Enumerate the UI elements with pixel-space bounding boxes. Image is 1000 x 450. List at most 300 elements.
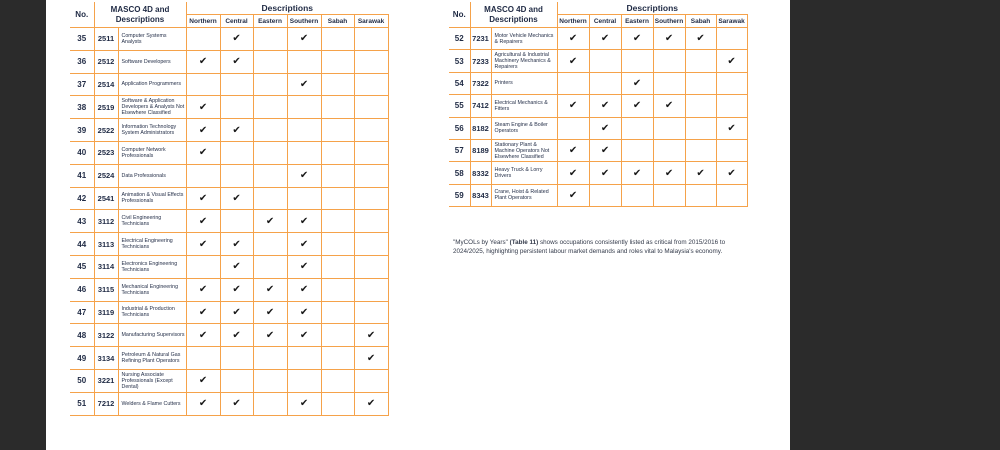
checkmark-icon: ✔ [265, 284, 275, 296]
masco-code: 2541 [94, 187, 118, 210]
checkmark-icon: ✔ [366, 398, 376, 410]
masco-code: 3112 [94, 210, 118, 233]
row-number: 47 [70, 301, 94, 324]
occupation-name: Heavy Truck & Lorry Drivers [491, 162, 557, 184]
checkmark-icon: ✔ [568, 100, 578, 112]
checkmark-icon: ✔ [727, 55, 736, 67]
region-cell-northern [557, 28, 589, 50]
region-cell-sabah [685, 95, 716, 117]
region-cell-eastern [253, 187, 287, 210]
region-cell-southern [287, 255, 321, 278]
viewer-left-margin [0, 0, 46, 450]
note-table-ref: (Table 11) [509, 239, 539, 247]
header-region-northern: Northern [186, 15, 220, 28]
region-cell-central [220, 392, 253, 415]
header-descriptions: Descriptions [186, 2, 388, 15]
region-cell-eastern [253, 210, 287, 233]
occupations-table-left [70, 2, 389, 416]
region-cell-sarawak [716, 162, 747, 184]
region-cell-northern [186, 96, 220, 119]
row-number: 57 [449, 139, 470, 161]
region-cell-sarawak [354, 187, 388, 210]
table-row [449, 117, 747, 139]
region-cell-sabah [685, 50, 716, 72]
region-cell-sarawak [716, 95, 747, 117]
region-cell-sabah [321, 119, 354, 142]
region-cell-sabah [321, 164, 354, 187]
occupation-name: Stationary Plant & Machine Operators Not Elsewhere Classified [491, 139, 557, 161]
region-cell-central [220, 164, 253, 187]
region-cell-central [220, 347, 253, 370]
region-cell-southern [653, 28, 685, 50]
occupation-name: Crane, Hoist & Related Plant Operators [491, 184, 557, 206]
region-cell-central [220, 233, 253, 256]
occupations-table-right [449, 2, 748, 207]
region-cell-sabah [685, 184, 716, 206]
region-cell-eastern [621, 28, 653, 50]
region-cell-eastern [253, 255, 287, 278]
table-row [70, 255, 388, 278]
table-row [70, 347, 388, 370]
region-cell-sarawak [716, 50, 747, 72]
region-cell-southern [287, 141, 321, 164]
checkmark-icon: ✔ [727, 167, 736, 179]
region-cell-northern [186, 392, 220, 415]
region-cell-southern [653, 162, 685, 184]
region-cell-eastern [621, 117, 653, 139]
row-number: 38 [70, 96, 94, 119]
row-number: 55 [449, 95, 470, 117]
checkmark-icon: ✔ [198, 375, 208, 387]
checkmark-icon: ✔ [198, 101, 208, 113]
checkmark-icon: ✔ [198, 124, 208, 136]
occupation-name: Motor Vehicle Mechanics & Repairers [491, 28, 557, 50]
region-cell-eastern [253, 96, 287, 119]
region-cell-southern [653, 95, 685, 117]
region-cell-northern [186, 369, 220, 392]
region-cell-southern [287, 50, 321, 73]
region-cell-sarawak [354, 255, 388, 278]
table-row [70, 164, 388, 187]
region-cell-sabah [321, 50, 354, 73]
masco-code: 7212 [94, 392, 118, 415]
row-number: 58 [449, 162, 470, 184]
occupation-name: Computer Systems Analysts [118, 28, 186, 51]
region-cell-sabah [321, 255, 354, 278]
region-cell-northern [186, 210, 220, 233]
region-cell-central [589, 139, 621, 161]
region-cell-eastern [621, 72, 653, 94]
region-cell-northern [557, 50, 589, 72]
region-cell-eastern [253, 301, 287, 324]
checkmark-icon: ✔ [299, 78, 309, 90]
region-cell-sarawak [354, 347, 388, 370]
table-row [70, 278, 388, 301]
table-row [70, 28, 388, 51]
checkmark-icon: ✔ [232, 238, 241, 250]
region-cell-sabah [321, 141, 354, 164]
region-cell-sarawak [354, 278, 388, 301]
checkmark-icon: ✔ [568, 145, 578, 157]
masco-code: 2523 [94, 141, 118, 164]
region-cell-central [220, 73, 253, 96]
header-no: No. [70, 2, 94, 28]
header-region-sarawak: Sarawak [716, 15, 747, 28]
region-cell-northern [557, 72, 589, 94]
region-cell-northern [186, 301, 220, 324]
region-cell-southern [653, 72, 685, 94]
region-cell-eastern [253, 233, 287, 256]
occupation-name: Manufacturing Supervisors [118, 324, 186, 347]
checkmark-icon: ✔ [632, 167, 642, 179]
region-cell-central [589, 72, 621, 94]
region-cell-eastern [253, 347, 287, 370]
masco-code: 2524 [94, 164, 118, 187]
region-cell-central [589, 28, 621, 50]
region-cell-southern [287, 187, 321, 210]
checkmark-icon: ✔ [265, 215, 275, 227]
checkmark-icon: ✔ [664, 167, 674, 179]
region-cell-eastern [621, 50, 653, 72]
header-region-eastern: Eastern [253, 15, 287, 28]
table-row [449, 28, 747, 50]
region-cell-central [220, 210, 253, 233]
region-cell-southern [287, 28, 321, 51]
region-cell-sarawak [716, 139, 747, 161]
region-cell-sabah [321, 278, 354, 301]
region-cell-eastern [253, 278, 287, 301]
row-number: 36 [70, 50, 94, 73]
checkmark-icon: ✔ [568, 55, 578, 67]
masco-code: 2511 [94, 28, 118, 51]
header-region-sarawak: Sarawak [354, 15, 388, 28]
region-cell-central [220, 278, 253, 301]
checkmark-icon: ✔ [632, 100, 642, 112]
occupation-name: Industrial & Production Technicians [118, 301, 186, 324]
checkmark-icon: ✔ [299, 261, 309, 273]
region-cell-sarawak [354, 73, 388, 96]
masco-code: 2514 [94, 73, 118, 96]
checkmark-icon: ✔ [299, 170, 309, 182]
region-cell-eastern [621, 184, 653, 206]
region-cell-northern [557, 117, 589, 139]
masco-code: 2519 [94, 96, 118, 119]
checkmark-icon: ✔ [232, 192, 241, 204]
region-cell-southern [287, 119, 321, 142]
checkmark-icon: ✔ [600, 122, 610, 134]
region-cell-southern [287, 73, 321, 96]
checkmark-icon: ✔ [198, 215, 208, 227]
region-cell-central [589, 162, 621, 184]
masco-code: 3114 [94, 255, 118, 278]
masco-code: 3119 [94, 301, 118, 324]
region-cell-central [220, 255, 253, 278]
region-cell-southern [287, 301, 321, 324]
region-cell-northern [186, 347, 220, 370]
masco-code: 7231 [470, 28, 491, 50]
region-cell-eastern [253, 141, 287, 164]
checkmark-icon: ✔ [600, 167, 610, 179]
checkmark-icon: ✔ [632, 33, 642, 45]
checkmark-icon: ✔ [727, 122, 736, 134]
header-region-sabah: Sabah [321, 15, 354, 28]
occupation-name: Printers [491, 72, 557, 94]
region-cell-sabah [321, 28, 354, 51]
region-cell-central [220, 141, 253, 164]
region-cell-sarawak [354, 96, 388, 119]
region-cell-sarawak [354, 119, 388, 142]
masco-code: 3113 [94, 233, 118, 256]
region-cell-eastern [253, 324, 287, 347]
region-cell-northern [186, 119, 220, 142]
region-cell-southern [287, 164, 321, 187]
region-cell-eastern [253, 73, 287, 96]
checkmark-icon: ✔ [299, 329, 309, 341]
region-cell-central [220, 28, 253, 51]
header-region-southern: Southern [653, 15, 685, 28]
region-cell-southern [287, 233, 321, 256]
checkmark-icon: ✔ [299, 33, 309, 45]
table-row [70, 73, 388, 96]
occupation-name: Computer Network Professionals [118, 141, 186, 164]
region-cell-sarawak [354, 210, 388, 233]
region-cell-northern [186, 141, 220, 164]
table-row [449, 95, 747, 117]
region-cell-southern [653, 117, 685, 139]
region-cell-sabah [321, 187, 354, 210]
table-row [70, 50, 388, 73]
region-cell-sabah [321, 347, 354, 370]
region-cell-sarawak [354, 50, 388, 73]
row-number: 49 [70, 347, 94, 370]
region-cell-eastern [253, 28, 287, 51]
checkmark-icon: ✔ [568, 189, 578, 201]
region-cell-northern [557, 139, 589, 161]
region-cell-northern [186, 73, 220, 96]
occupation-name: Nursing Associate Professionals (Except Dental) [118, 369, 186, 392]
region-cell-northern [186, 278, 220, 301]
table-row [449, 162, 747, 184]
checkmark-icon: ✔ [366, 352, 376, 364]
document-page [46, 0, 790, 450]
table-row [70, 96, 388, 119]
row-number: 45 [70, 255, 94, 278]
table-body-right [449, 28, 747, 207]
row-number: 42 [70, 187, 94, 210]
region-cell-central [589, 95, 621, 117]
row-number: 40 [70, 141, 94, 164]
region-cell-sarawak [716, 184, 747, 206]
region-cell-eastern [253, 119, 287, 142]
region-cell-southern [653, 50, 685, 72]
row-number: 52 [449, 28, 470, 50]
checkmark-icon: ✔ [198, 192, 208, 204]
checkmark-icon: ✔ [232, 124, 241, 136]
checkmark-icon: ✔ [198, 329, 208, 341]
region-cell-northern [186, 28, 220, 51]
checkmark-icon: ✔ [232, 261, 241, 273]
region-cell-eastern [253, 50, 287, 73]
row-number: 48 [70, 324, 94, 347]
region-cell-sarawak [354, 164, 388, 187]
table-row [449, 50, 747, 72]
region-cell-northern [557, 184, 589, 206]
checkmark-icon: ✔ [600, 145, 610, 157]
header-region-northern: Northern [557, 15, 589, 28]
checkmark-icon: ✔ [232, 398, 241, 410]
region-cell-central [220, 187, 253, 210]
table-body-left [70, 28, 388, 416]
table-row [70, 210, 388, 233]
masco-code: 2512 [94, 50, 118, 73]
row-number: 37 [70, 73, 94, 96]
checkmark-icon: ✔ [600, 33, 610, 45]
region-cell-southern [287, 392, 321, 415]
region-cell-eastern [253, 164, 287, 187]
region-cell-sabah [685, 28, 716, 50]
table-row [70, 119, 388, 142]
region-cell-sabah [685, 162, 716, 184]
checkmark-icon: ✔ [664, 100, 674, 112]
region-cell-northern [557, 162, 589, 184]
occupation-name: Petroleum & Natural Gas Refining Plant Operators [118, 347, 186, 370]
occupation-name: Software & Application Developers & Analysts Not Elsewhere Classified [118, 96, 186, 119]
region-cell-southern [287, 210, 321, 233]
table-row [70, 369, 388, 392]
viewer-right-margin [790, 0, 1000, 450]
region-cell-sarawak [716, 28, 747, 50]
checkmark-icon: ✔ [232, 306, 241, 318]
region-cell-sabah [685, 139, 716, 161]
checkmark-icon: ✔ [232, 284, 241, 296]
masco-code: 8343 [470, 184, 491, 206]
region-cell-sabah [321, 233, 354, 256]
table-row [70, 187, 388, 210]
region-cell-central [220, 50, 253, 73]
region-cell-sabah [685, 72, 716, 94]
checkmark-icon: ✔ [232, 33, 241, 45]
region-cell-central [589, 50, 621, 72]
checkmark-icon: ✔ [366, 329, 376, 341]
table-row [449, 184, 747, 206]
checkmark-icon: ✔ [232, 329, 241, 341]
region-cell-sarawak [716, 117, 747, 139]
checkmark-icon: ✔ [696, 167, 705, 179]
masco-code: 7322 [470, 72, 491, 94]
checkmark-icon: ✔ [299, 306, 309, 318]
region-cell-sarawak [716, 72, 747, 94]
region-cell-northern [186, 50, 220, 73]
row-number: 53 [449, 50, 470, 72]
row-number: 51 [70, 392, 94, 415]
note-prefix: "MyCOLs by Years" [453, 239, 510, 247]
occupation-name: Steam Engine & Boiler Operators [491, 117, 557, 139]
region-cell-northern [186, 233, 220, 256]
table-row [70, 392, 388, 415]
region-cell-sarawak [354, 392, 388, 415]
row-number: 59 [449, 184, 470, 206]
occupation-name: Mechanical Engineering Technicians [118, 278, 186, 301]
region-cell-northern [186, 255, 220, 278]
table-row [70, 233, 388, 256]
masco-code: 8182 [470, 117, 491, 139]
occupation-name: Agricultural & Industrial Machinery Mechanics & Repairers [491, 50, 557, 72]
checkmark-icon: ✔ [696, 33, 705, 45]
row-number: 46 [70, 278, 94, 301]
checkmark-icon: ✔ [198, 284, 208, 296]
header-descriptions: Descriptions [557, 2, 747, 15]
region-cell-northern [186, 324, 220, 347]
region-cell-sabah [321, 96, 354, 119]
checkmark-icon: ✔ [299, 215, 309, 227]
header-region-central: Central [220, 15, 253, 28]
header-masco: MASCO 4D and Descriptions [470, 2, 557, 28]
row-number: 50 [70, 369, 94, 392]
header-region-sabah: Sabah [685, 15, 716, 28]
region-cell-sabah [321, 73, 354, 96]
header-region-southern: Southern [287, 15, 321, 28]
checkmark-icon: ✔ [198, 398, 208, 410]
region-cell-eastern [621, 139, 653, 161]
region-cell-southern [287, 369, 321, 392]
region-cell-sarawak [354, 301, 388, 324]
region-cell-southern [653, 184, 685, 206]
occupation-name: Software Developers [118, 50, 186, 73]
row-number: 39 [70, 119, 94, 142]
region-cell-central [220, 119, 253, 142]
occupation-name: Electrical Engineering Technicians [118, 233, 186, 256]
checkmark-icon: ✔ [600, 100, 610, 112]
region-cell-northern [186, 164, 220, 187]
table-row [70, 324, 388, 347]
checkmark-icon: ✔ [198, 238, 208, 250]
masco-code: 8189 [470, 139, 491, 161]
region-cell-sarawak [354, 141, 388, 164]
row-number: 43 [70, 210, 94, 233]
region-cell-eastern [253, 369, 287, 392]
masco-code: 3221 [94, 369, 118, 392]
header-no: No. [449, 2, 470, 28]
region-cell-northern [186, 187, 220, 210]
occupation-name: Electrical Mechanics & Fitters [491, 95, 557, 117]
region-cell-eastern [621, 95, 653, 117]
region-cell-sarawak [354, 233, 388, 256]
row-number: 41 [70, 164, 94, 187]
checkmark-icon: ✔ [632, 77, 642, 89]
checkmark-icon: ✔ [265, 306, 275, 318]
region-cell-southern [653, 139, 685, 161]
region-cell-eastern [253, 392, 287, 415]
region-cell-southern [287, 278, 321, 301]
region-cell-eastern [621, 162, 653, 184]
masco-code: 2522 [94, 119, 118, 142]
region-cell-sarawak [354, 324, 388, 347]
region-cell-sabah [321, 301, 354, 324]
region-cell-northern [557, 95, 589, 117]
table-row [449, 72, 747, 94]
region-cell-central [220, 96, 253, 119]
checkmark-icon: ✔ [198, 306, 208, 318]
checkmark-icon: ✔ [299, 398, 309, 410]
checkmark-icon: ✔ [232, 56, 241, 68]
region-cell-sabah [321, 392, 354, 415]
region-cell-central [220, 324, 253, 347]
region-cell-sabah [321, 324, 354, 347]
checkmark-icon: ✔ [198, 147, 208, 159]
region-cell-southern [287, 96, 321, 119]
region-cell-central [589, 184, 621, 206]
checkmark-icon: ✔ [265, 329, 275, 341]
